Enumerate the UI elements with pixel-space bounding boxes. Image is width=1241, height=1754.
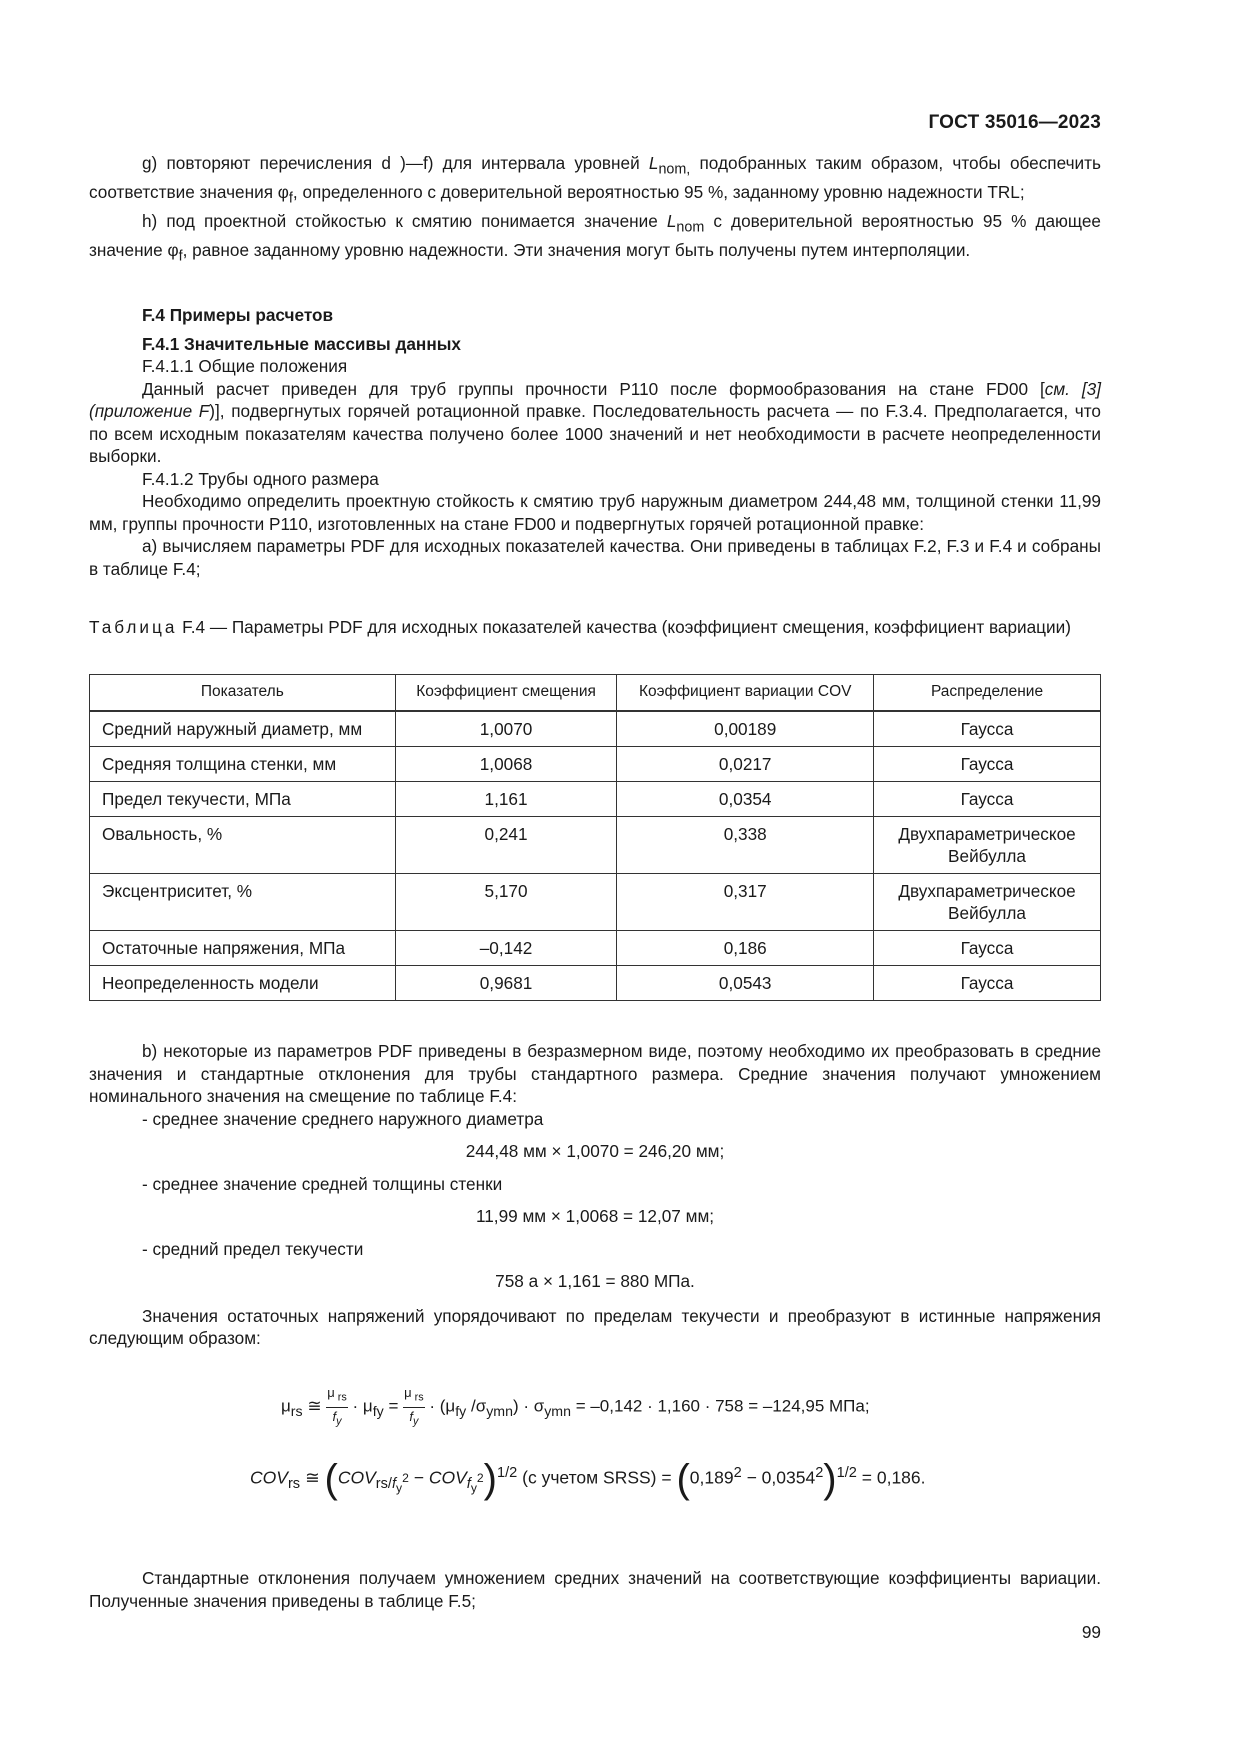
table-cell: Предел текучести, МПа <box>90 782 396 817</box>
table-cell: Средний наружный диаметр, мм <box>90 711 396 747</box>
equation-note: (с учетом SRSS) <box>522 1467 657 1488</box>
bullet-outer-diameter: - среднее значение среднего наружного диаметра <box>142 1108 544 1129</box>
document-number: ГОСТ 35016—2023 <box>928 112 1101 133</box>
table-cell: Эксцентриситет, % <box>90 874 396 931</box>
table-row <box>90 931 1101 966</box>
heading-f41: F.4.1 Значительные массивы данных <box>142 333 461 354</box>
table-cell: Средняя толщина стенки, мм <box>90 747 396 782</box>
table-cell: Гаусса <box>874 747 1101 782</box>
table-row <box>90 966 1101 1001</box>
table-cell: 0,317 <box>617 874 874 931</box>
paragraph-std-deviation: Стандартные отклонения получаем умножением средних значений на соответствующие коэффициенты вариации. Полученные значения приведены в таблице F.5; <box>89 1568 1101 1611</box>
table-f4 <box>89 674 1101 1001</box>
table-cell: 0,186 <box>617 931 874 966</box>
table-row <box>90 747 1101 782</box>
item-a: а) вычисляем параметры PDF для исходных показателей качества. Они приведены в таблицах F.2, F.3 и F.4 и собраны в таблице F.4; <box>89 536 1101 579</box>
caption-text: F.4 — Параметры PDF для исходных показателей качества (коэффициент смещения, коэффициент вариации) <box>177 617 1071 637</box>
table-header-row <box>90 675 1101 712</box>
final-paragraph-block <box>89 1567 1101 1612</box>
table-caption <box>89 616 1101 639</box>
equation-residual-mean-result: = –0,142 · 1,160 · 758 = –124,95 МПа; <box>575 1396 870 1416</box>
column-header: Показатель <box>90 675 396 712</box>
equation-residual-cov-result: = 0,186. <box>861 1467 926 1488</box>
table-row <box>90 782 1101 817</box>
paragraph-g: g) повторяют перечисления d )—f) для интервала уровней $L_{nom,}$ подобранных таким образом, чтобы обеспечить соответствие значения $\varphi_f$, определенного с доверительной вероятностью 95 %, заданному уровню надежности TRL; <box>89 153 1101 207</box>
paragraph-residual-stress: Значения остаточных напряжений упорядочивают по пределам текучести и преобразуют в истинные напряжения следующим образом: <box>89 1305 1101 1348</box>
formula-wall-thickness: 11,99 мм × 1,0068 = 12,07 мм; <box>475 1206 715 1226</box>
table-cell: 0,0354 <box>617 782 874 817</box>
bullet-wall-thickness: - среднее значение средней толщины стенки <box>142 1173 503 1194</box>
paragraph-f411: Данный расчет приведен для труб группы прочности Р110 после формообразования на стане FD00 [см. [3] (приложение F)], подвергнутых горячей ротационной правке. Последовательность расчета — по F.3.4. Предполагается, что по всем исходным показателям качества получено более 1000 значений и нет необходимости в расчете неопределенности выборки. <box>89 378 1101 466</box>
table-cell: 0,00189 <box>617 711 874 747</box>
table-row <box>90 711 1101 747</box>
table-row <box>90 874 1101 931</box>
table-cell: Гаусса <box>874 931 1101 966</box>
table-cell: Гаусса <box>874 966 1101 1001</box>
heading-f411: F.4.1.1 Общие положения <box>142 356 348 376</box>
page-number: 99 <box>1081 1622 1101 1642</box>
intro-block <box>89 152 1101 268</box>
table-cell: 0,9681 <box>395 966 617 1001</box>
table-cell: 0,241 <box>395 817 617 874</box>
table-cell: Гаусса <box>874 711 1101 747</box>
paragraph-f412: Необходимо определить проектную стойкость к смятию труб наружным диаметром 244,48 мм, толщиной стенки 11,99 мм, группы прочности Р110, изготовленных на стане FD00 и подвергнутых горячей ротационной правке: <box>89 491 1101 534</box>
table-cell: Двухпараметрическое Вейбулла <box>874 817 1101 874</box>
column-header: Коэффициент смещения <box>395 675 617 712</box>
equation-residual-cov: $COV_{rs}$ ≅ $(COV_{rs/f_y^2} - COV_{f_y^2})^{1/2}$ (с учетом SRSS) = $(0,189^2 - 0,0354^2)^{1/2} = 0,186$. <box>250 1457 926 1501</box>
table-cell: 1,0068 <box>395 747 617 782</box>
heading-f4: F.4 Примеры расчетов <box>142 305 334 325</box>
table-cell: 0,338 <box>617 817 874 874</box>
heading-f412: F.4.1.2 Трубы одного размера <box>142 468 379 489</box>
table-cell: Неопределенность модели <box>90 966 396 1001</box>
table-cell: Двухпараметрическое Вейбулла <box>874 874 1101 931</box>
item-b-block <box>89 1040 1101 1350</box>
table-cell: 1,161 <box>395 782 617 817</box>
caption-word: Таблица <box>89 617 178 637</box>
formula-yield-strength: 758 a × 1,161 = 880 МПа. <box>495 1271 695 1291</box>
table-row <box>90 817 1101 874</box>
table-cell: Гаусса <box>874 782 1101 817</box>
table-cell: Овальность, % <box>90 817 396 874</box>
formula-outer-diameter: 244,48 мм × 1,0070 = 246,20 мм; <box>465 1141 725 1161</box>
item-b: b) некоторые из параметров PDF приведены в безразмерном виде, поэтому необходимо их преобразовать в средние значения и стандартные отклонения для трубы стандартного размера. Средние значения получают умножением номинального значения на смещение по таблице F.4: <box>89 1041 1101 1106</box>
table-cell: Остаточные напряжения, МПа <box>90 931 396 966</box>
equation-residual-mean: $\mu_{rs}$ ≅ $\frac{\mu _{rs}}{f_y}$ · $\mu_{fy}$ = $\frac{\mu _{rs}}{f_y}$ · ($\mu_{fy}$ $/\sigma_{ymn}) \cdot \sigma_{ymn} = -0,142 \cdot 1,160 \cdot 758 = -124,95$ МПа; <box>281 1385 870 1428</box>
table-cell: –0,142 <box>395 931 617 966</box>
table-cell: 0,0217 <box>617 747 874 782</box>
column-header: Распределение <box>874 675 1101 712</box>
column-header: Коэффициент вариации COV <box>617 675 874 712</box>
table-cell: 5,170 <box>395 874 617 931</box>
paragraph-h: h) под проектной стойкостью к смятию понимается значение $L_{nom}$ с доверительной вероятностью 95 % дающее значение $\varphi_f$, равное заданному уровню надежности. Эти значения могут быть получены путем интерполяции. <box>89 210 1101 265</box>
table-cell: 1,0070 <box>395 711 617 747</box>
table-cell: 0,0543 <box>617 966 874 1001</box>
section-f4 <box>89 304 1101 580</box>
bullet-yield-strength: - средний предел текучести <box>142 1238 364 1259</box>
